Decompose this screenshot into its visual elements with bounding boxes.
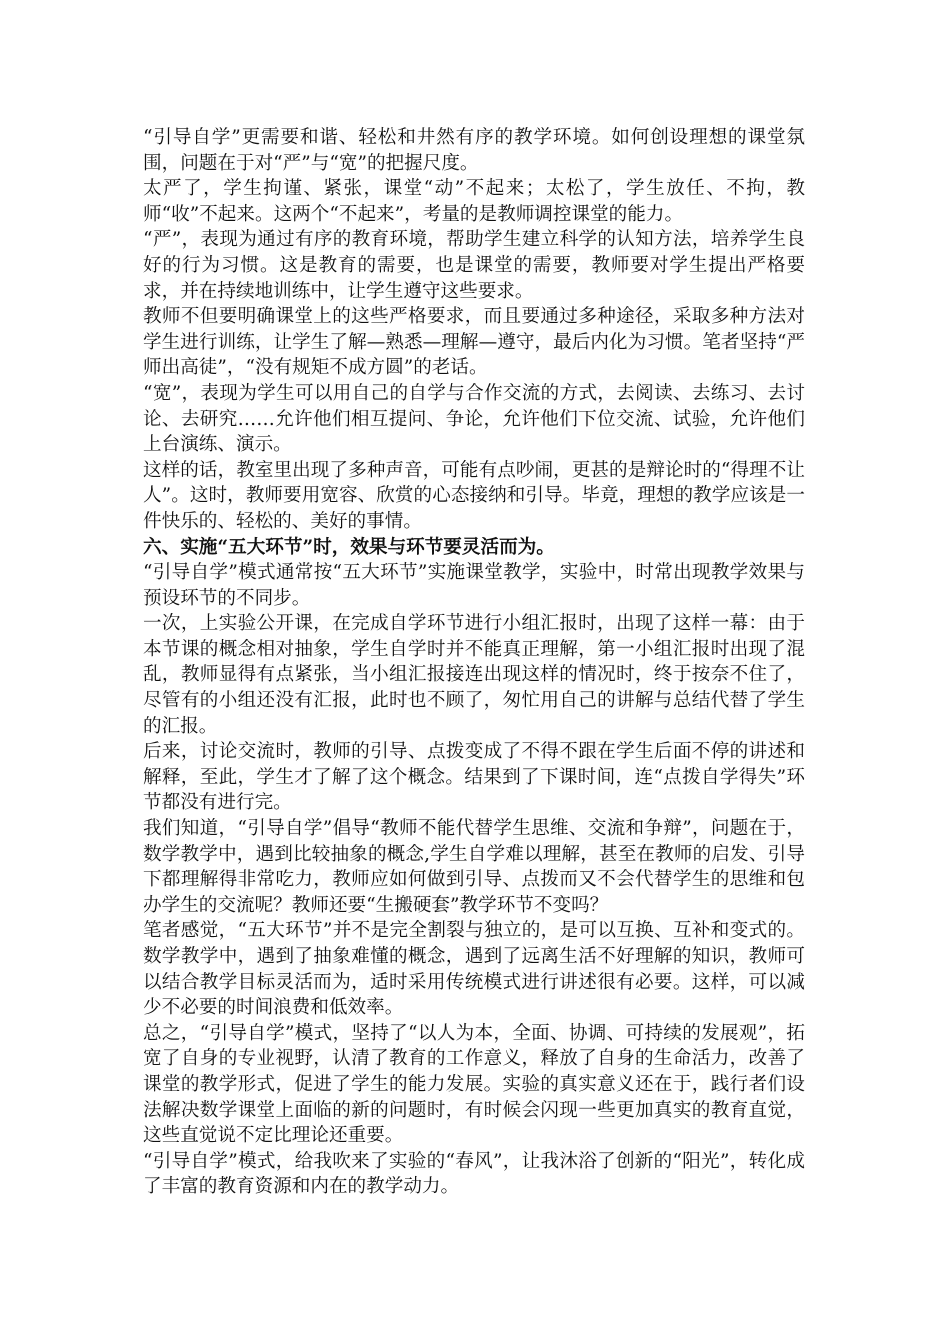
section-heading: 六、实施“五大环节”时，效果与环节要灵活而为。 xyxy=(143,536,555,558)
paragraph: 一次，上实验公开课，在完成自学环节进行小组汇报时，出现了这样一幕：由于本节课的概念相对抽象，学生自学时并不能真正理解，第一小组汇报时出现了混乱，教师显得有点紧张，当小组汇报接连出现这样的情况时，终于按奈不住了，尽管有的小组还没有汇报，此时也不顾了，匆忙用自己的讲解与总结代替了学生的汇报。 xyxy=(143,613,805,737)
paragraph: “严”，表现为通过有序的教育环境，帮助学生建立科学的认知方法，培养学生良好的行为习惯。这是教育的需要，也是课堂的需要，教师要对学生提出严格要求，并在持续地训练中，让学生遵守这些要求。 xyxy=(143,229,805,302)
paragraph: 总之，“引导自学”模式，坚持了“以人为本，全面、协调、可持续的发展观”，拓宽了自身的专业视野，认清了教育的工作意义，释放了自身的生命活力，改善了课堂的教学形式，促进了学生的能力发展。实验的真实意义还在于，践行者们设法解决数学课堂上面临的新的问题时，有时候会闪现一些更加真实的教育直觉，这些直觉说不定比理论还重要。 xyxy=(143,1022,805,1147)
paragraph: 我们知道，“引导自学”倡导“教师不能代替学生思维、交流和争辩”，问题在于，数学教学中，遇到比较抽象的概念,学生自学难以理解，甚至在教师的启发、引导下都理解得非常吃力，教师应如何做到引导、点拨而又不会代替学生的思维和包办学生的交流呢？教师还要“生搬硬套”教学环节不变吗？ xyxy=(143,818,805,916)
paragraph: “宽”，表现为学生可以用自己的自学与合作交流的方式，去阅读、去练习、去讨论、去研究……允许他们相互提问、争论，允许他们下位交流、试验，允许他们上台演练、演示。 xyxy=(143,382,805,456)
paragraph: 这样的话，教室里出现了多种声音，可能有点吵闹，更甚的是辩论时的“得理不让人”。这时，教师要用宽容、欣赏的心态接纳和引导。毕竟，理想的教学应该是一件快乐的、轻松的、美好的事情。 xyxy=(143,459,805,532)
paragraph: 笔者感觉，“五大环节”并不是完全割裂与独立的，是可以互换、互补和变式的。数学教学中，遇到了抽象难懂的概念，遇到了远离生活不好理解的知识，教师可以结合教学目标灵活而为，适时采用传统模式进行讲述很有必要。这样，可以减少不必要的时间浪费和低效率。 xyxy=(143,920,805,1019)
document-body xyxy=(143,125,805,1200)
paragraph: 教师不但要明确课堂上的这些严格要求，而且要通过多种途径，采取多种方法对学生进行训练，让学生了解—熟悉—理解—遵守，最后内化为习惯。笔者坚持“严师出高徒”，“没有规矩不成方圆”的老话。 xyxy=(143,306,805,379)
paragraph: “引导自学”更需要和谐、轻松和井然有序的教学环境。如何创设理想的课堂氛围，问题在于对“严”与“宽”的把握尺度。 xyxy=(143,127,805,174)
paragraph: 后来，讨论交流时，教师的引导、点拨变成了不得不跟在学生后面不停的讲述和解释，至此，学生才了解了这个概念。结果到了下课时间，连“点拨自学得失”环节都没有进行完。 xyxy=(143,741,805,814)
paragraph: “引导自学”模式通常按“五大环节”实施课堂教学，实验中，时常出现教学效果与预设环节的不同步。 xyxy=(143,562,805,609)
paragraph: “引导自学”模式，给我吹来了实验的“春风”，让我沐浴了创新的“阳光”，转化成了丰富的教育资源和内在的教学动力。 xyxy=(143,1150,805,1198)
paragraph: 太严了，学生拘谨、紧张，课堂“动”不起来；太松了，学生放任、不拘，教师“收”不起来。这两个“不起来”，考量的是教师调控课堂的能力。 xyxy=(143,178,805,225)
